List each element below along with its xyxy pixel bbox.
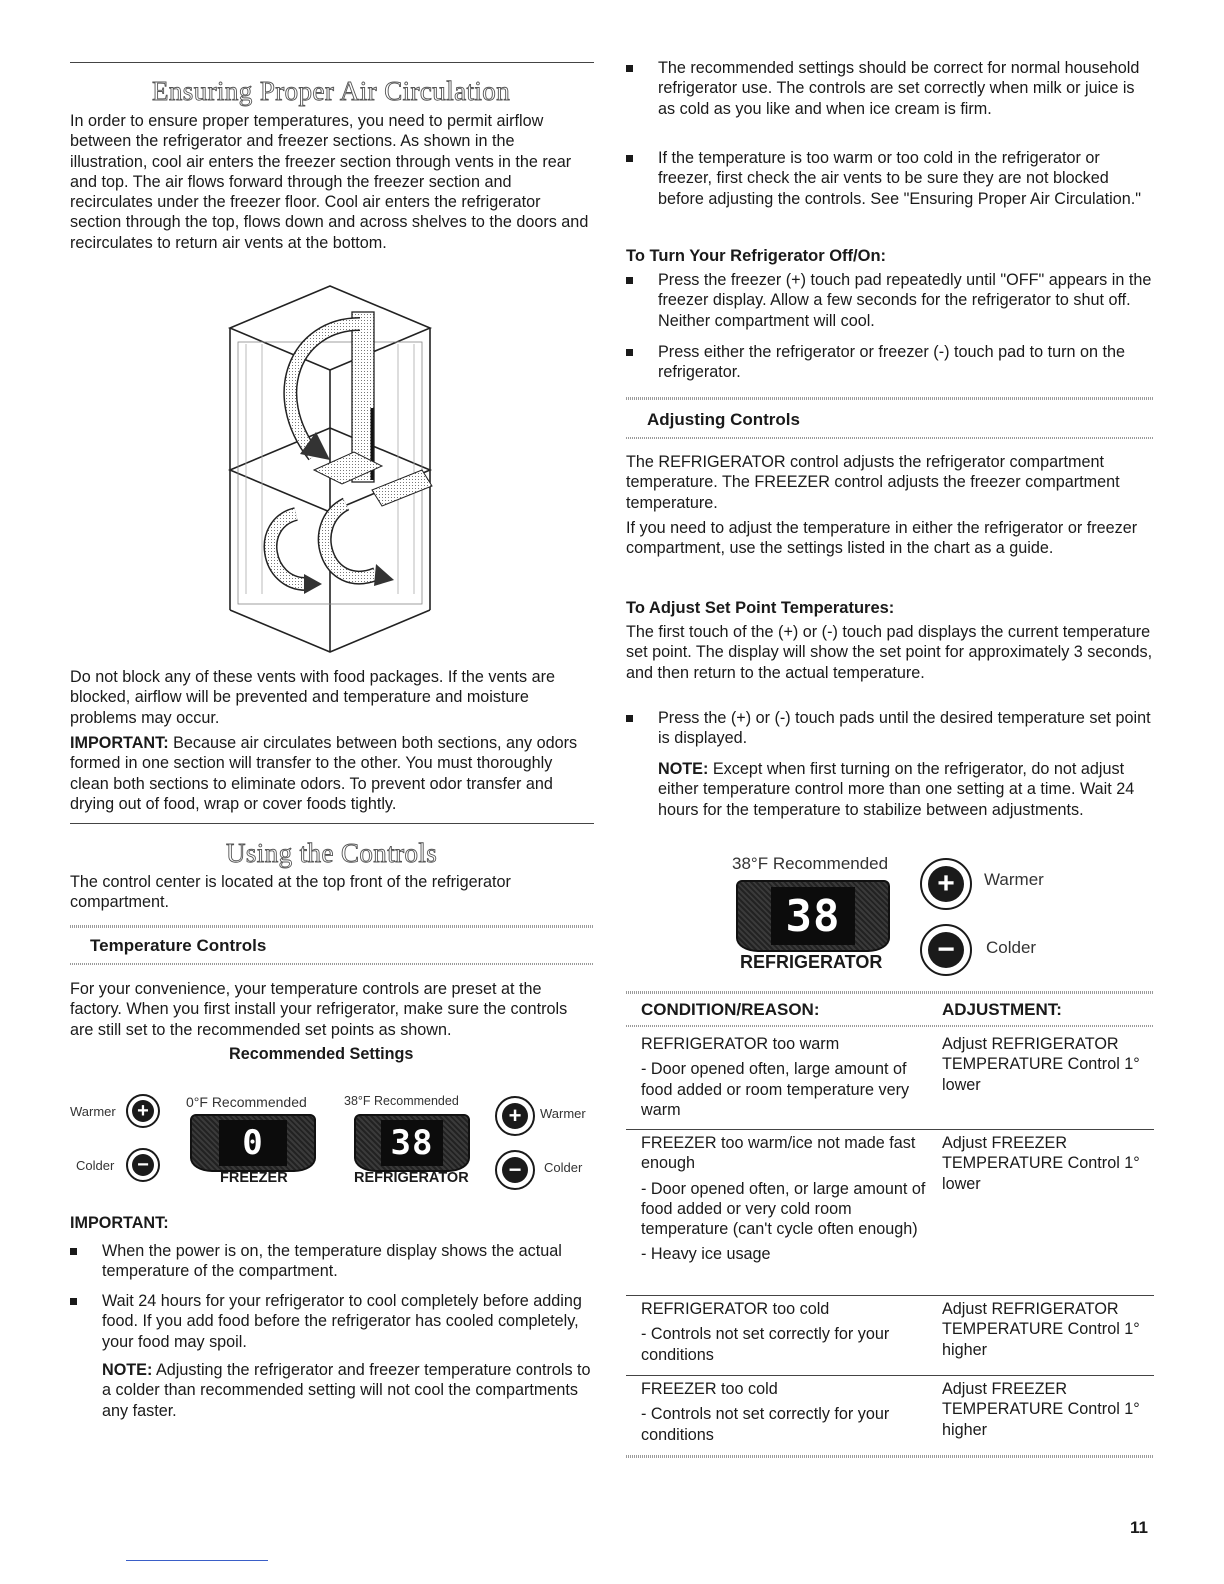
settings-bullet	[626, 58, 1154, 119]
table-top-hatch	[626, 991, 1154, 994]
adjusting-heading: Adjusting Controls	[647, 410, 800, 429]
fridge-label: REFRIGERATOR	[354, 1170, 469, 1186]
row-divider	[626, 1129, 1154, 1130]
set-point-minus-button[interactable]	[920, 924, 972, 976]
set-point-heading: To Adjust Set Point Temperatures:	[626, 599, 895, 617]
air-circulation-intro: In order to ensure proper temperatures, you need to permit airflow between the refrigerator and freezer sections. As shown in the illustration, cool air enters the freezer section through vents in the rear and top. The air flows forward through the freezer section and recirculates under the freezer floor. Cool air enters the refrigerator section through the top, flows down and across shelves to the doors and recirculates to return air vents at the bottom.	[70, 112, 589, 252]
freezer-plus-button[interactable]	[126, 1094, 160, 1128]
page-number: 11	[1130, 1518, 1148, 1537]
row-adjustment-cell	[942, 1299, 1154, 1360]
adjusting-bottom-hatch	[626, 437, 1154, 439]
table-header-condition: CONDITION/REASON:	[641, 1000, 820, 1019]
table-header-hatch	[626, 1025, 1154, 1027]
fridge-colder-label: Colder	[544, 1160, 583, 1175]
minus-icon: −	[132, 1154, 154, 1176]
bullet-square	[626, 155, 633, 162]
row-divider	[626, 1295, 1154, 1296]
off-on-bullet	[626, 342, 1154, 383]
set-point-label: REFRIGERATOR	[740, 952, 883, 972]
row-condition: FREEZER too cold	[641, 1380, 778, 1398]
freezer-display	[190, 1114, 316, 1172]
top-rule-left	[70, 62, 594, 63]
off-on-bullet	[626, 270, 1154, 331]
table-row	[641, 1034, 931, 1120]
row-adjustment: Adjust REFRIGERATOR TEMPERATURE Control 1° higher	[942, 1300, 1140, 1359]
minus-icon: −	[502, 1157, 528, 1183]
temp-important-label: IMPORTANT:	[70, 1214, 169, 1232]
temp-controls-top-hatch	[70, 925, 594, 928]
table-row	[641, 1133, 931, 1265]
row-adjustment-cell	[942, 1379, 1154, 1440]
adjusting-top-hatch	[626, 397, 1154, 400]
set-point-note-label: NOTE:	[658, 760, 709, 778]
air-circulation-illustration	[226, 284, 434, 654]
temp-bullet	[70, 1241, 594, 1282]
temp-controls-text: For your convenience, your temperature controls are preset at the factory. When you first install your refrigerator, make sure the controls are still set to the recommended set points as shown.	[70, 980, 568, 1039]
table-row	[641, 1379, 931, 1445]
bullet-square	[626, 277, 633, 284]
temp-bullet-text: Wait 24 hours for your refrigerator to cool completely before adding food. If you add food before the refrigerator has cooled completely, your food may spoil.	[102, 1292, 582, 1351]
temp-controls-heading: Temperature Controls	[90, 936, 267, 955]
fridge-warmer-label: Warmer	[540, 1106, 586, 1121]
air-important-label: IMPORTANT:	[70, 734, 169, 752]
freezer-colder-label: Colder	[76, 1158, 115, 1173]
using-controls-intro: The control center is located at the top front of the refrigerator compartment.	[70, 873, 511, 912]
air-circulation-title: Ensuring Proper Air Circulation	[152, 76, 511, 106]
air-important-text: Because air circulates between both sections, any odors formed in one section will transfer to the other. You must thoroughly clean both sections to eliminate odors. To prevent odor transfer and drying out of food, wrap or cover foods tightly.	[70, 734, 578, 813]
row-adjustment: Adjust REFRIGERATOR TEMPERATURE Control 1° lower	[942, 1035, 1140, 1094]
bullet-square	[626, 65, 633, 72]
temp-bullet-text: When the power is on, the temperature display shows the actual temperature of the compartment.	[102, 1242, 562, 1281]
off-on-heading: To Turn Your Refrigerator Off/On:	[626, 247, 887, 265]
settings-bullet-text: If the temperature is too warm or too cold in the refrigerator or freezer, first check the air vents to be sure they are not blocked before adjusting the controls. See "Ensuring Proper Air Circulation."	[658, 149, 1141, 208]
row-adjustment: Adjust FREEZER TEMPERATURE Control 1° lower	[942, 1134, 1140, 1193]
row-condition: REFRIGERATOR too cold	[641, 1300, 830, 1318]
set-point-plus-button[interactable]	[920, 858, 972, 910]
row-adjustment-cell	[942, 1034, 1154, 1095]
using-controls-title: Using the Controls	[226, 838, 438, 868]
row-reason: - Controls not set correctly for your conditions	[641, 1325, 890, 1364]
fridge-recommended-label: 38°F Recommended	[344, 1094, 459, 1108]
freezer-label: FREEZER	[220, 1170, 288, 1186]
minus-icon: −	[928, 932, 964, 968]
adjusting-p2: If you need to adjust the temperature in either the refrigerator or freezer compartment, use the settings listed in the chart as a guide.	[626, 519, 1138, 558]
bullet-square	[70, 1248, 77, 1255]
row-reason: - Door opened often, large amount of food added or room temperature very warm	[641, 1060, 910, 1119]
fridge-minus-button[interactable]	[495, 1150, 535, 1190]
set-point-warmer-label: Warmer	[984, 870, 1044, 889]
footer-line	[126, 1560, 268, 1561]
table-bottom-hatch	[626, 1455, 1154, 1458]
fridge-display-value: 38	[381, 1120, 444, 1165]
freezer-minus-button[interactable]	[126, 1148, 160, 1182]
freezer-display-value: 0	[219, 1120, 287, 1165]
bullet-square	[626, 715, 633, 722]
plus-icon: +	[928, 866, 964, 902]
off-on-bullet-text: Press the freezer (+) touch pad repeatedly until "OFF" appears in the freezer display. Allow a few seconds for the refrigerator to shut off. Neither compartment will cool.	[658, 271, 1152, 330]
bullet-square	[70, 1298, 77, 1305]
controls-rule	[70, 823, 594, 824]
set-point-note	[658, 759, 1154, 820]
temp-note-text: Adjusting the refrigerator and freezer temperature controls to a colder than recommended setting will not cool the compartments any faster.	[102, 1361, 591, 1420]
plus-icon: +	[132, 1100, 154, 1122]
vents-warning: Do not block any of these vents with food packages. If the vents are blocked, airflow will be prevented and temperature and moisture problems may occur.	[70, 668, 556, 727]
row-divider	[626, 1375, 1154, 1376]
set-point-text: The first touch of the (+) or (-) touch pad displays the current temperature set point. The display will show the set point for approximately 3 seconds, and then return to the actual temperature.	[626, 623, 1153, 682]
temp-controls-bottom-hatch	[70, 963, 594, 965]
freezer-warmer-label: Warmer	[70, 1104, 116, 1119]
table-header-adjustment: ADJUSTMENT:	[942, 1000, 1062, 1019]
row-reason: - Door opened often, or large amount of food added or very cold room temperature (can't cycle often enough)	[641, 1179, 926, 1239]
row-condition: REFRIGERATOR too warm	[641, 1035, 840, 1053]
temp-note	[102, 1360, 594, 1421]
temp-bullet	[70, 1291, 594, 1352]
set-point-colder-label: Colder	[986, 938, 1037, 957]
row-condition: FREEZER too warm/ice not made fast enough	[641, 1134, 916, 1173]
plus-icon: +	[502, 1103, 528, 1129]
recommended-settings-heading: Recommended Settings	[229, 1045, 414, 1063]
freezer-recommended-label: 0°F Recommended	[186, 1094, 307, 1110]
fridge-plus-button[interactable]	[495, 1096, 535, 1136]
set-point-recommended-label: 38°F Recommended	[732, 854, 889, 873]
set-point-bullet-text: Press the (+) or (-) touch pads until the desired temperature set point is displayed.	[658, 709, 1151, 748]
off-on-bullet-text: Press either the refrigerator or freezer (-) touch pad to turn on the refrigerator.	[658, 343, 1125, 382]
row-reason: - Heavy ice usage	[641, 1245, 771, 1264]
row-adjustment: Adjust FREEZER TEMPERATURE Control 1° higher	[942, 1380, 1140, 1439]
table-row	[641, 1299, 931, 1365]
fridge-display	[354, 1114, 470, 1172]
adjusting-p1: The REFRIGERATOR control adjusts the refrigerator compartment temperature. The FREEZER control adjusts the freezer compartment temperature.	[626, 453, 1120, 512]
bullet-square	[626, 349, 633, 356]
row-adjustment-cell	[942, 1133, 1154, 1194]
air-important	[70, 733, 594, 814]
set-point-display-value: 38	[771, 887, 855, 944]
settings-bullet-text: The recommended settings should be correct for normal household refrigerator use. The controls are set correctly when milk or juice is as cold as you like and when ice cream is firm.	[658, 59, 1140, 118]
set-point-display	[736, 880, 890, 952]
row-reason: - Controls not set correctly for your conditions	[641, 1405, 890, 1444]
temp-note-label: NOTE:	[102, 1361, 153, 1379]
set-point-bullet	[626, 708, 1154, 749]
set-point-note-text: Except when first turning on the refrigerator, do not adjust either temperature control more than one setting at a time. Wait 24 hours for the temperature to stabilize between adjustments.	[658, 760, 1135, 819]
settings-bullet	[626, 148, 1154, 209]
